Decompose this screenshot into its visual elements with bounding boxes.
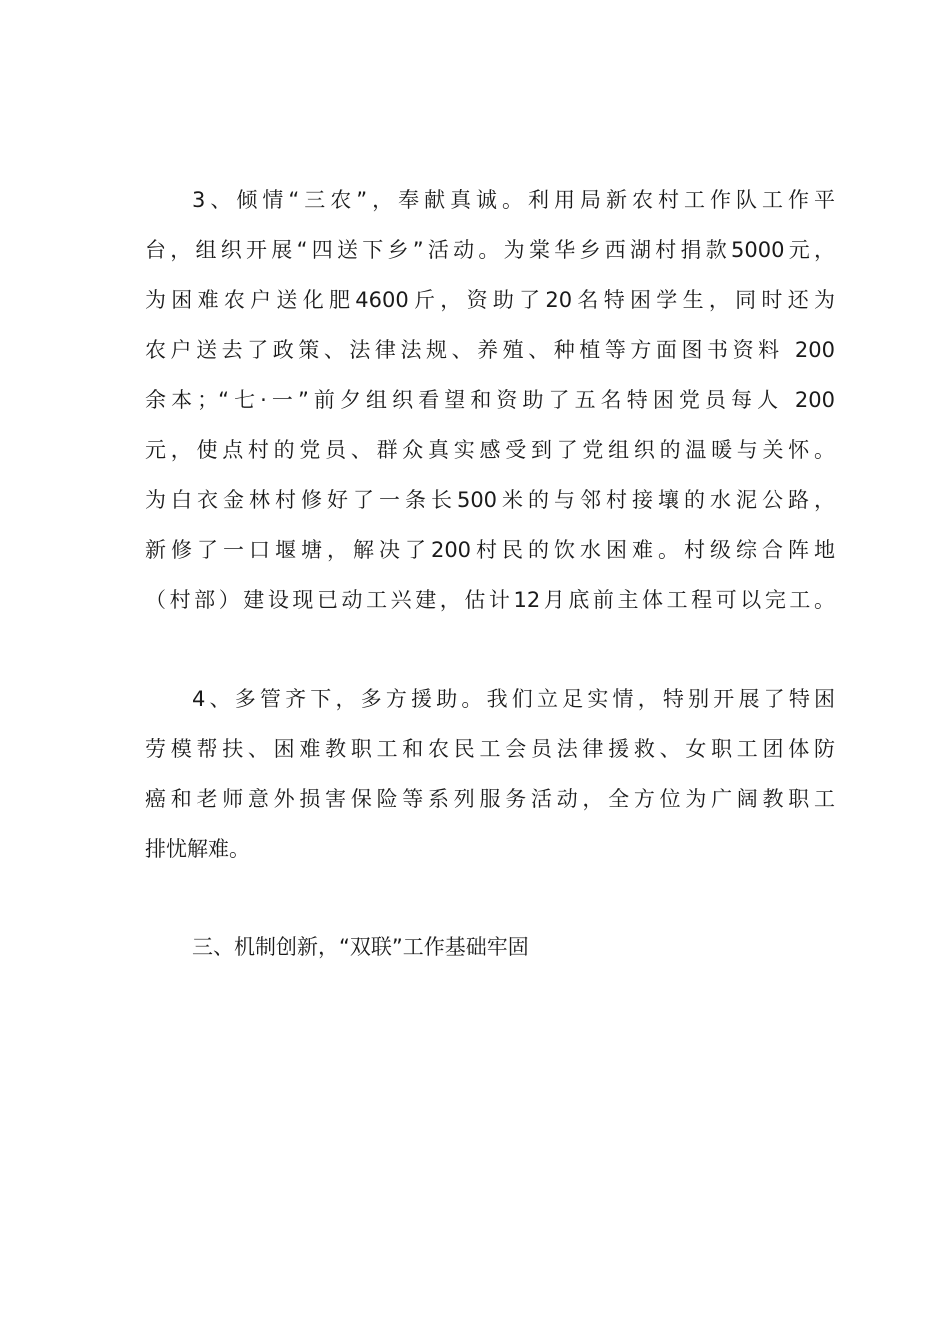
section-heading: 三、机制创新，“双联”工作基础牢固 [192, 935, 529, 959]
paragraph-line: 台，组织开展“四送下乡”活动。为棠华乡西湖村捐款5000元， [145, 238, 835, 262]
paragraph-line: 为白衣金林村修好了一条长500米的与邻村接壤的水泥公路， [145, 488, 835, 512]
section-heading-3 [145, 922, 835, 972]
paragraph-line: 排忧解难。 [145, 837, 250, 861]
paragraph-line: 余本；“七·一”前夕组织看望和资助了五名特困党员每人 200 [145, 388, 835, 412]
paragraph-line: 3、倾情“三农”，奉献真诚。利用局新农村工作队工作平 [192, 188, 835, 212]
paragraph-line: （村部）建设现已动工兴建，估计12月底前主体工程可以完工。 [145, 588, 835, 612]
paragraph-line: 新修了一口堰塘，解决了200村民的饮水困难。村级综合阵地 [145, 538, 835, 562]
paragraph-line: 4、多管齐下，多方援助。我们立足实情，特别开展了特困 [192, 687, 835, 711]
paragraph-line: 癌和老师意外损害保险等系列服务活动，全方位为广阔教职工 [145, 787, 835, 811]
paragraph-line: 元，使点村的党员、群众真实感受到了党组织的温暖与关怀。 [145, 438, 835, 462]
paragraph-line: 农户送去了政策、法律法规、养殖、种植等方面图书资料 200 [145, 338, 835, 362]
paragraph-4-multi-aid [145, 674, 835, 874]
paragraph-line: 为困难农户送化肥4600斤，资助了20名特困学生，同时还为 [145, 288, 835, 312]
paragraph-line: 劳模帮扶、困难教职工和农民工会员法律援救、女职工团体防 [145, 737, 835, 761]
paragraph-3-sannong [145, 175, 835, 625]
